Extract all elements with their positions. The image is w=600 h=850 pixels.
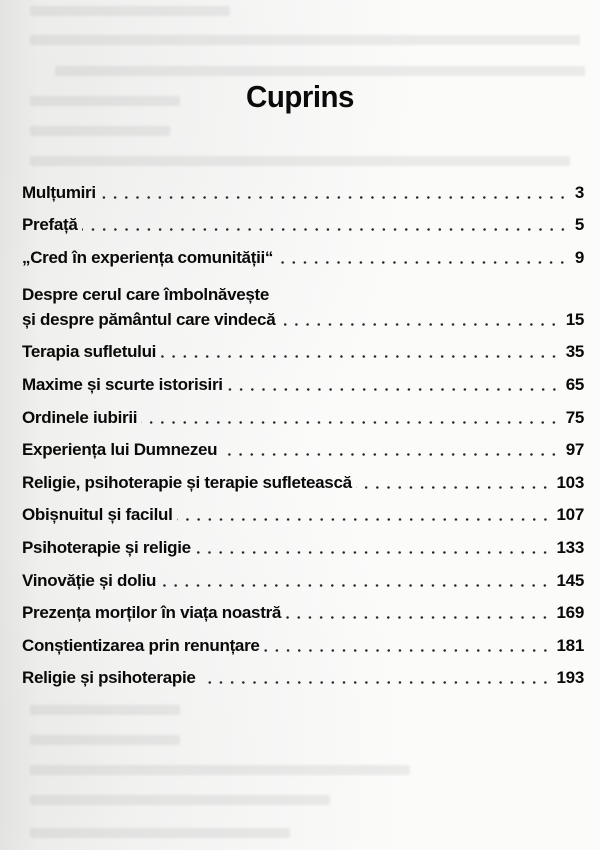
toc-entry-title: Religie, psihoterapie și terapie sufletească (22, 472, 352, 492)
toc-entry-title: Conștientizarea prin renunțare (22, 635, 260, 655)
dot-leader (177, 518, 551, 521)
toc-entry-title: Mulțumiri (22, 182, 96, 202)
toc-entry-title: Vinovăție și doliu (22, 570, 157, 590)
toc-entry-title: Experiența lui Dumnezeu (22, 440, 218, 460)
bleed-through-line (55, 66, 585, 76)
toc-entry-title: Religie și psihoterapie (22, 668, 196, 688)
bleed-through-line (30, 795, 330, 805)
table-of-contents (22, 170, 584, 688)
toc-entry-title: Prefață (22, 215, 78, 235)
dot-leader (264, 649, 551, 652)
dot-leader (279, 323, 559, 326)
bleed-through-line (30, 156, 570, 166)
toc-entry-page: 3 (574, 182, 584, 202)
toc-entry-page: 181 (556, 635, 584, 655)
bleed-through-line (30, 765, 410, 775)
toc-entry-title-line1: Despre cerul care îmbolnăvește (22, 284, 270, 304)
toc-entry[interactable] (22, 428, 584, 461)
toc-entry-title: Maxime și scurte istorisiri (22, 374, 223, 394)
toc-entry-title: Prezența morților în viața noastră (22, 603, 282, 623)
bleed-through-line (30, 35, 580, 45)
toc-entry[interactable] (22, 623, 584, 656)
toc-entry[interactable] (22, 235, 584, 268)
toc-entry-page: 35 (565, 342, 584, 362)
toc-entry-page: 169 (556, 603, 584, 623)
toc-entry-page: 75 (565, 407, 584, 427)
toc-entry-page: 15 (565, 309, 584, 329)
toc-entry[interactable] (22, 170, 584, 203)
dot-leader (141, 421, 560, 424)
dot-leader (160, 355, 560, 358)
toc-entry[interactable] (22, 330, 584, 363)
page-title: Cuprins (246, 78, 354, 114)
toc-entry-page: 107 (556, 505, 584, 525)
toc-entry-page: 145 (556, 570, 584, 590)
bleed-through-line (30, 828, 290, 838)
toc-entry[interactable] (22, 395, 584, 428)
bleed-through-line (30, 6, 230, 16)
dot-leader (200, 681, 551, 684)
toc-entry-page: 97 (565, 440, 584, 460)
toc-entry[interactable] (22, 525, 584, 558)
toc-entry[interactable] (22, 203, 584, 236)
dot-leader (160, 584, 550, 587)
dot-leader (285, 616, 550, 619)
toc-entry-page: 5 (574, 215, 584, 235)
toc-entry-page: 133 (556, 537, 584, 557)
toc-entry[interactable] (22, 558, 584, 591)
toc-entry[interactable] (22, 493, 584, 526)
dot-leader (195, 551, 551, 554)
toc-entry[interactable] (22, 591, 584, 624)
toc-entry-title: Psihoterapie și religie (22, 537, 191, 557)
toc-entry[interactable] (22, 362, 584, 395)
toc-entry-page: 9 (574, 247, 584, 267)
bleed-through-line (30, 705, 180, 715)
dot-leader (227, 388, 560, 391)
bleed-through-line (30, 735, 180, 745)
toc-entry[interactable] (22, 656, 584, 689)
toc-entry-title: și despre pământul care vindecă (22, 309, 276, 329)
dot-leader (356, 486, 551, 489)
dot-leader (82, 228, 568, 231)
toc-entry[interactable] (22, 460, 584, 493)
dot-leader (100, 196, 568, 199)
toc-entry-page: 193 (556, 668, 584, 688)
toc-entry[interactable] (22, 268, 584, 330)
toc-entry-page: 65 (565, 374, 584, 394)
toc-entry-page: 103 (556, 472, 584, 492)
dot-leader (277, 261, 568, 264)
toc-entry-title: „Cred în experiența comunității“ (22, 247, 274, 267)
toc-entry-title: Terapia sufletului (22, 342, 157, 362)
dot-leader (221, 453, 559, 456)
bleed-through-line (30, 126, 170, 136)
toc-entry-title: Obișnuitul și facilul (22, 505, 173, 525)
toc-entry-title: Ordinele iubirii (22, 407, 138, 427)
